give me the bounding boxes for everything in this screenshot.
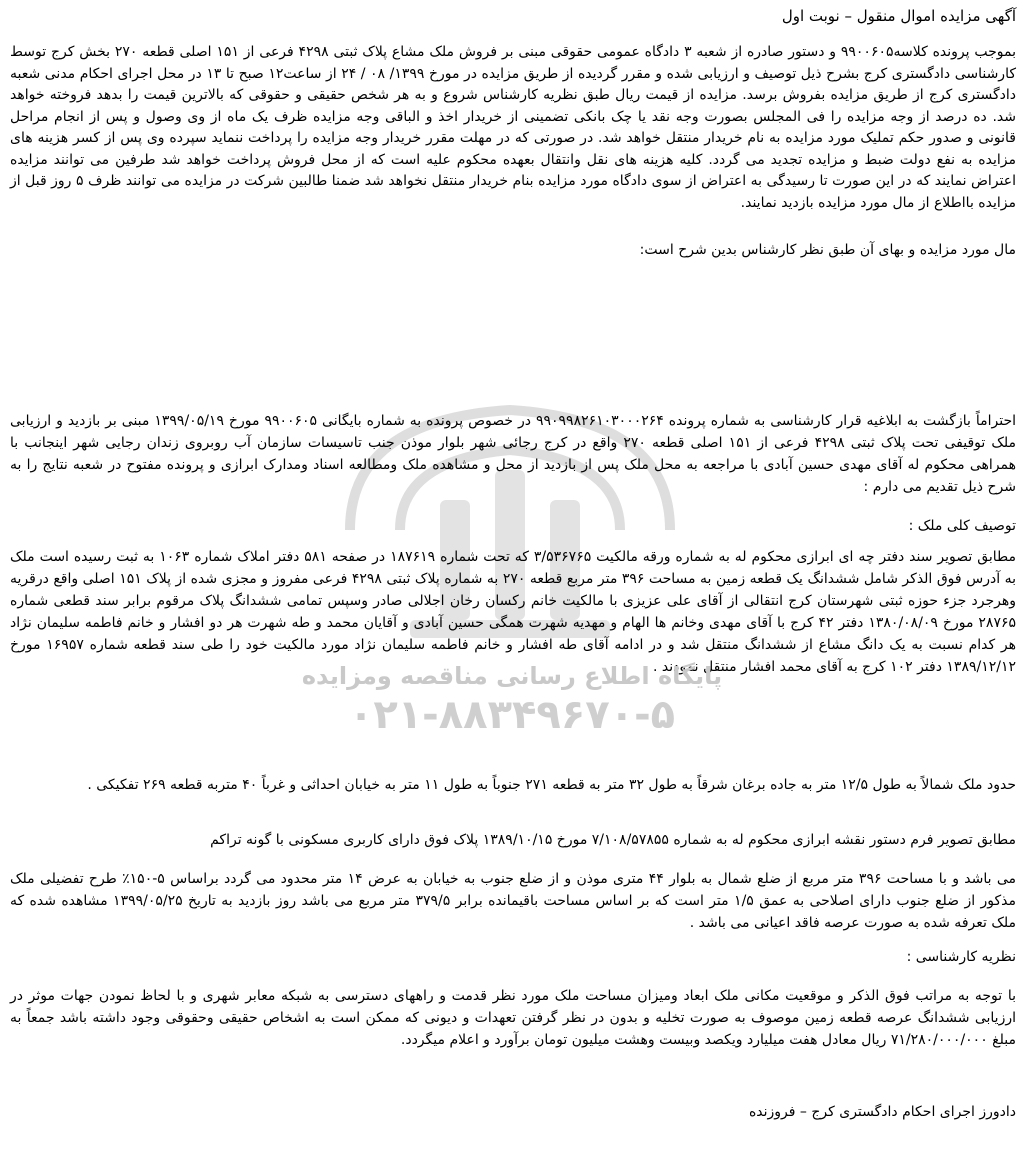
- expert-report-intro: احتراماً بازگشت به ابلاغیه قرار کارشناسی به شماره پرونده ۹۹۰۹۹۸۲۶۱۰۳۰۰۰۲۶۴ در خصوص پرونده به شماره بایگانی ۹۹۰۰۶۰۵ مورخ ۱۳۹۹/۰۵/۱۹ مبنی بر بازدید و ارزیابی ملک توقیفی تحت پلاک ثبتی ۴۲۹۸ فرعی از ۱۵۱ اصلی قطعه ۲۷۰ واقع در کرج رجائی شهر بلوار موذن جنب تاسیسات سازمان آب روبروی زندان رجایی شهر اینجانب با همراهی محکوم له آقای مهدی حسین آبادی با مراجعه به محل ملک پس از بازدید از محل و مشاهده ملک ومطالعه اسناد ومدارک ابرازی و پرونده مفتوح در شعبه نتایج را به شرح ذیل تقدیم می دارم :: [10, 413, 1017, 495]
- asset-intro-paragraph: مال مورد مزایده و بهای آن طبق نظر کارشناس بدین شرح است:: [639, 242, 1016, 258]
- watermark-caption: پایگاه اطلاع رسانی مناقصه ومزایده: [301, 662, 723, 690]
- property-boundaries-paragraph: حدود ملک شمالاً به طول ۱۲/۵ متر به جاده برغان شرقاً به طول ۳۲ متر به قطعه ۲۷۱ جنوباً به طول ۱۱ متر به خیابان احداثی و غرباً ۴۰ متربه قطعه ۲۶۹ تفکیکی .: [87, 777, 1016, 793]
- watermark-phone: ۰۲۱-۸۸۳۴۹۶۷۰-۵: [348, 692, 676, 738]
- zoning-paragraph: مطابق تصویر فرم دستور نقشه ابرازی محکوم له به شماره ۷/۱۰۸/۵۷۸۵۵ مورخ ۱۳۸۹/۱۰/۱۵ پلاک فوق دارای کاربری مسکونی با گونه تراکم: [210, 832, 1016, 848]
- notice-title: آگهی مزایده اموال منقول – نوبت اول: [781, 7, 1016, 25]
- signature-line: دادورز اجرای احکام دادگستری کرج – فروزنده: [748, 1104, 1016, 1120]
- expert-opinion-heading: نظریه کارشناسی :: [906, 949, 1016, 965]
- expert-opinion-paragraph: با توجه به مراتب فوق الذکر و موقعیت مکانی ملک ابعاد ومیزان مساحت ملک مورد نظر قدمت و راههای دسترسی به شبکه معابر شهری و با لحاظ نمودن جهات موثر در ارزیابی ششدانگ عرصه قطعه زمین موصوف به صورت تخلیه و بدون در نظر گرفتن تعهدات و دیونی که ممکن است به اشخاص حقیقی وحقوقی وجود داشته باشد جمعاً به مبلغ ۷۱/۲۸۰/۰۰۰/۰۰۰ ریال معادل هفت میلیارد ویکصد وبیست وهشت میلیون تومان برآورد و اعلام میگردد.: [10, 988, 1016, 1048]
- area-details-paragraph: می باشد و با مساحت ۳۹۶ متر مربع از ضلع شمال به بلوار ۴۴ متری موذن و از ضلع جنوب به خیابان به عرض ۱۴ متر محدود می گردد براساس ۵-۱۵۰٪ طرح تفضیلی ملک مذکور از ضلع جنوب دارای اصلاحی به عمق ۱/۵ متر است که بر اساس مساحت باقیمانده برابر ۳۷۹/۵ متر مربع می باشد روز بازدید به تاریخ ۱۳۹۹/۰۵/۲۵ مشاهده شده که ملک تعرفه شده به صورت عرصه فاقد اعیانی می باشد .: [10, 871, 1016, 931]
- auction-terms-paragraph: بموجب پرونده کلاسه۹۹۰۰۶۰۵ و دستور صادره از شعبه ۳ دادگاه عمومی حقوقی مبنی بر فروش ملک مشاع پلاک ثبتی ۴۲۹۸ فرعی از ۱۵۱ اصلی قطعه ۲۷۰ بخش کرج توسط کارشناسی دادگستری کرج بشرح ذیل توصیف و ارزیابی شده و مقرر گردیده از طریق مزایده در مورخ ۱۳۹۹/ ۰۸ / ۲۴ از ساعت۱۲ صبح تا ۱۳ در محل اجرای احکام مدنی شعبه دادگستری کرج از طریق مزایده بفروش برسد. مزایده از قیمت ریال طبق نظریه کارشناس شروع و به هر شخص حقیقی و حقوقی که بالاترین قیمت را بدهد فروخته خواهد شد. ده درصد از وجه مزایده را فی المجلس بصورت وجه نقد یا چک بانکی تضمینی از خریدار اخذ و الباقی وجه مزایده ظرف یک ماه از وی وصول و پس از انجام مراحل قانونی و صدور حکم تملیک مورد مزایده به نام خریدار منتقل خواهد شد. در صورتی که در مهلت مقرر خریدار وجه مزایده را پرداخت ننماید سپرده وی پس از کسر هزینه های مزایده به نفع دولت ضبط و مزایده تجدید می گردد. کلیه هزینه های نقل وانتقال بعهده محکوم علیه است که از محل فروش پرداخت خواهد شد طرفین می توانند مزایده اعتراض نمایند که در این صورت تا رسیدگی به اعتراض از سوی دادگاه مورد مزایده بنام خریدار منتقل نخواهد شد ضمنا طالبین شرکت در مزایده می توانند ظرف ۵ روز قبل از مزایده بااطلاع از مال مورد مزایده بازدید نمایند.: [10, 44, 1016, 211]
- property-description-heading: توصیف کلی ملک :: [908, 518, 1016, 534]
- property-description-paragraph: مطابق تصویر سند دفتر چه ای ابرازی محکوم له به شماره ورقه مالکیت ۳/۵۳۶۷۶۵ که تحت شماره ۱۸۷۶۱۹ در صفحه ۵۸۱ دفتر املاک شماره ۱۰۶۳ به ثبت رسیده است ملک به آدرس فوق الذکر شامل ششدانگ یک قطعه زمین به مساحت ۳۹۶ متر مربع قطعه ۲۷۰ به شماره پلاک ثبتی ۴۲۹۸ فرعی مفروز و مجزی شده از پلاک ۱۵۱ اصلی واقع درقریه وهرجرد جزء حوزه ثبتی شهرستان کرج انتقالی از آقای علی عزیزی با مالکیت خانم رکسان رخان اجلالی صادر وسپس تمامی ششدانگ پلاک مرقوم برابر سند قطعی شماره ۲۸۷۶۵ مورخ ۱۳۸۰/۰۸/۰۹ دفتر ۴۲ کرج با آقای مهدی وخانم ها الهام و مهدیه شهرت همگی حسین آبادی و آقایان محمد و طه شهرت هر دو افشار و خانم فاطمه سلیمان نژاد هر کدام نسبت به یک دانگ مشاع از ششدانگ منتقل شد و در ادامه آقای طه افشار و خانم فاطمه سلیمان نژاد مورد مالکیت خود را طی سند قطعه شماره ۱۶۹۵۷ مورخ ۱۳۸۹/۱۲/۱۲ دفتر ۱۰۲ کرج به آقای محمد افشار منتقل نمودند .: [10, 549, 1017, 675]
